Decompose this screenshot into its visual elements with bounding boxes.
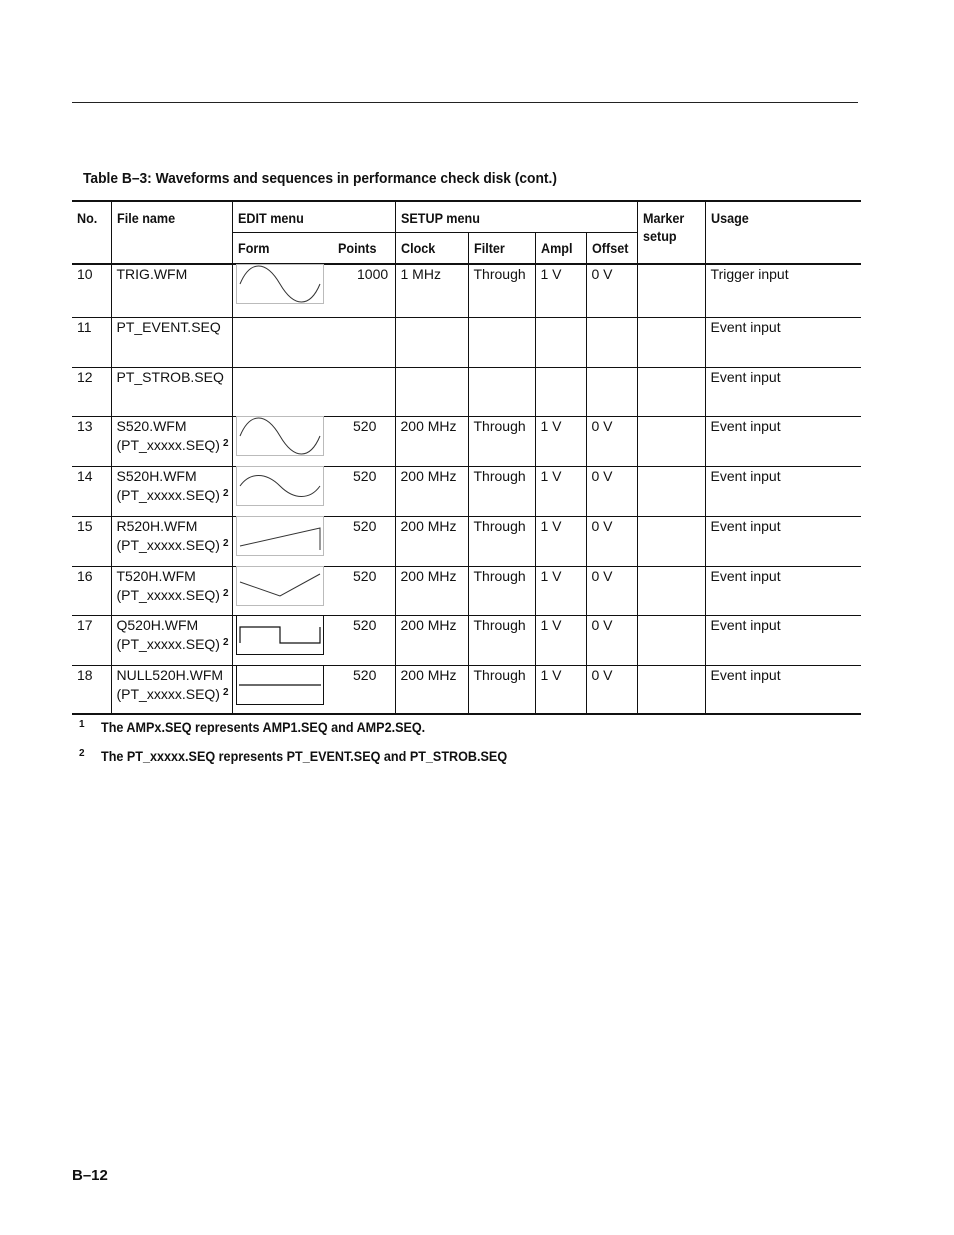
cell-form — [232, 665, 333, 714]
cell-form — [232, 367, 333, 416]
cell-no: 18 — [77, 666, 93, 683]
waveform-thumbnail — [236, 665, 324, 705]
cell-filter: Through — [468, 516, 535, 566]
file-name: S520.WFM — [116, 417, 187, 434]
cell-points — [333, 367, 395, 416]
header-setup-menu: SETUP menu — [395, 201, 637, 232]
cell-file-name — [111, 516, 232, 566]
file-name: NULL520H.WFM — [116, 666, 224, 683]
cell-file-name — [111, 416, 232, 466]
table-row — [72, 665, 861, 714]
cell-usage: Event input — [705, 665, 861, 714]
cell-marker-setup — [637, 516, 705, 566]
cell-offset: 0 V — [586, 566, 637, 615]
header-points: Points — [333, 232, 395, 264]
table-row — [72, 264, 861, 317]
file-sequence: (PT_xxxxx.SEQ) — [116, 635, 220, 652]
header-marker-setup: Marker setup — [637, 201, 705, 264]
header-file-name: File name — [111, 201, 232, 264]
cell-offset: 0 V — [586, 665, 637, 714]
cell-no: 16 — [77, 567, 93, 584]
cell-clock — [395, 367, 468, 416]
cell-ampl: 1 V — [535, 566, 586, 615]
cell-file-name — [111, 264, 232, 317]
cell-offset — [586, 367, 637, 416]
cell-form — [232, 466, 333, 516]
cell-points — [333, 317, 395, 367]
header-clock: Clock — [395, 232, 468, 264]
cell-marker-setup — [637, 566, 705, 615]
header-filter: Filter — [468, 232, 535, 264]
cell-offset — [586, 317, 637, 367]
waveforms-table — [72, 200, 861, 715]
file-name: Q520H.WFM — [116, 616, 199, 633]
header-form: Form — [232, 232, 333, 264]
file-name: R520H.WFM — [116, 517, 198, 534]
cell-filter: Through — [468, 665, 535, 714]
waveform-thumbnail — [236, 416, 324, 456]
cell-form — [232, 264, 333, 317]
waveform-thumbnail — [236, 566, 324, 606]
cell-form — [232, 317, 333, 367]
cell-ampl — [535, 317, 586, 367]
cell-file-name — [111, 466, 232, 516]
cell-usage: Event input — [705, 317, 861, 367]
cell-marker-setup — [637, 416, 705, 466]
table-row — [72, 466, 861, 516]
table-row — [72, 516, 861, 566]
cell-usage: Event input — [705, 466, 861, 516]
header-no: No. — [72, 201, 111, 264]
cell-ampl: 1 V — [535, 665, 586, 714]
cell-marker-setup — [637, 317, 705, 367]
cell-ampl: 1 V — [535, 264, 586, 317]
cell-filter — [468, 367, 535, 416]
header-usage: Usage — [705, 201, 861, 264]
cell-ampl: 1 V — [535, 516, 586, 566]
cell-filter: Through — [468, 466, 535, 516]
cell-file-name — [111, 665, 232, 714]
footnote-ref: 2 — [222, 437, 229, 449]
file-sequence: (PT_xxxxx.SEQ) — [116, 586, 220, 603]
cell-points: 520 — [353, 467, 377, 484]
cell-form — [232, 416, 333, 466]
cell-clock: 200 MHz — [395, 615, 468, 665]
cell-filter — [468, 317, 535, 367]
footnote-ref: 2 — [222, 487, 229, 499]
cell-usage: Event input — [705, 566, 861, 615]
file-sequence: (PT_xxxxx.SEQ) — [116, 436, 220, 453]
cell-points: 1000 — [357, 266, 389, 282]
table-caption: Table B–3: Waveforms and sequences in performance check disk (cont.) — [83, 170, 557, 187]
cell-marker-setup — [637, 615, 705, 665]
file-sequence: (PT_xxxxx.SEQ) — [116, 536, 220, 553]
table-row — [72, 615, 861, 665]
page-number: B–12 — [72, 1167, 108, 1184]
cell-marker-setup — [637, 264, 705, 317]
table-row — [72, 566, 861, 615]
file-sequence: (PT_xxxxx.SEQ) — [116, 486, 220, 503]
cell-ampl: 1 V — [535, 466, 586, 516]
cell-no: 13 — [77, 417, 93, 434]
cell-usage: Event input — [705, 367, 861, 416]
cell-offset: 0 V — [586, 264, 637, 317]
file-name: S520H.WFM — [116, 467, 197, 484]
footnote-ref: 2 — [222, 686, 229, 698]
cell-marker-setup — [637, 665, 705, 714]
cell-offset: 0 V — [586, 516, 637, 566]
cell-points: 520 — [353, 417, 377, 434]
cell-form — [232, 615, 333, 665]
cell-clock: 1 MHz — [395, 264, 468, 317]
footnote-1: 1 The AMPx.SEQ represents AMP1.SEQ and AMP2.SEQ. — [79, 719, 426, 735]
footnote-ref: 2 — [222, 587, 229, 599]
cell-usage: Event input — [705, 615, 861, 665]
file-name: PT_STROB.SEQ — [116, 368, 224, 385]
cell-points: 520 — [353, 616, 377, 633]
file-name: T520H.WFM — [116, 567, 196, 584]
cell-clock: 200 MHz — [395, 566, 468, 615]
cell-points: 520 — [353, 517, 377, 534]
cell-no: 17 — [77, 616, 93, 633]
footnote-ref: 2 — [222, 537, 229, 549]
cell-no: 12 — [77, 368, 93, 385]
cell-file-name — [111, 615, 232, 665]
cell-file-name — [111, 367, 232, 416]
waveform-thumbnail — [236, 516, 324, 556]
cell-usage: Event input — [705, 416, 861, 466]
cell-form — [232, 566, 333, 615]
file-sequence: (PT_xxxxx.SEQ) — [116, 685, 220, 702]
cell-usage: Trigger input — [705, 264, 861, 317]
header-offset: Offset — [586, 232, 637, 264]
cell-filter: Through — [468, 615, 535, 665]
cell-usage: Event input — [705, 516, 861, 566]
table-row — [72, 416, 861, 466]
cell-file-name — [111, 566, 232, 615]
cell-no: 10 — [77, 266, 93, 282]
cell-file-name — [111, 317, 232, 367]
cell-filter: Through — [468, 416, 535, 466]
cell-marker-setup — [637, 367, 705, 416]
cell-clock: 200 MHz — [395, 516, 468, 566]
waveform-thumbnail — [236, 615, 324, 655]
cell-clock: 200 MHz — [395, 416, 468, 466]
cell-filter: Through — [468, 264, 535, 317]
footnote-2: 2 The PT_xxxxx.SEQ represents PT_EVENT.SEQ and PT_STROB.SEQ — [79, 748, 508, 764]
cell-offset: 0 V — [586, 615, 637, 665]
cell-filter: Through — [468, 566, 535, 615]
cell-ampl: 1 V — [535, 615, 586, 665]
cell-offset: 0 V — [586, 416, 637, 466]
cell-no: 14 — [77, 467, 93, 484]
file-name: PT_EVENT.SEQ — [116, 318, 221, 335]
top-rule — [72, 102, 858, 103]
cell-no: 15 — [77, 517, 93, 534]
waveform-thumbnail — [236, 264, 324, 304]
cell-clock: 200 MHz — [395, 665, 468, 714]
table-row — [72, 367, 861, 416]
cell-marker-setup — [637, 466, 705, 516]
cell-form — [232, 516, 333, 566]
header-edit-menu: EDIT menu — [232, 201, 395, 232]
cell-offset: 0 V — [586, 466, 637, 516]
footnote-ref: 2 — [222, 636, 229, 648]
file-name: TRIG.WFM — [116, 266, 188, 282]
table-row — [72, 317, 861, 367]
cell-clock — [395, 317, 468, 367]
cell-no: 11 — [77, 318, 92, 335]
waveform-thumbnail — [236, 466, 324, 506]
cell-points: 520 — [353, 567, 377, 584]
header-ampl: Ampl — [535, 232, 586, 264]
cell-ampl — [535, 367, 586, 416]
cell-ampl: 1 V — [535, 416, 586, 466]
cell-points: 520 — [353, 666, 377, 683]
cell-clock: 200 MHz — [395, 466, 468, 516]
